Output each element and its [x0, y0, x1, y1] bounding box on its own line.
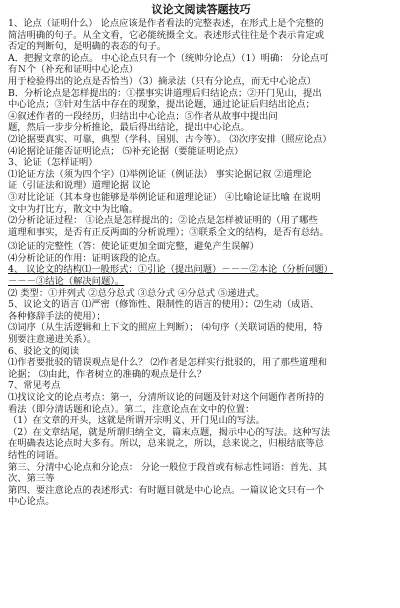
text-line: 道理和事实，是否有正反两面的分析说理）；③联系全文的结构，是否有总结。	[8, 226, 329, 238]
text-line: ③对比论证（其本身也能够是举例论证和道理论证） ④比喻论证比喻 在说明	[8, 191, 321, 203]
text-line: （1）在文章的开头，这就是所谓开宗明义、开门见山的写法。	[8, 415, 265, 427]
text-line: ⑶词序（从生活逻辑和上下文的照应上判断）； ⑷句序（关联词语的使用，特	[8, 322, 323, 334]
text-line: 次、第三等	[8, 473, 55, 485]
text-line: ⑴论证方法（须为四个字）⑴举例论证（例证法） 事实论据记叙 ②道理论	[8, 168, 312, 180]
text-line: 证（引证法和说理）道理论据 议论	[8, 180, 151, 192]
text-line: 中心论点。	[8, 496, 55, 508]
text-line: 简洁明确的句子。从全文看，它必能统摄全文。表述形式往往是个表示肯定或	[8, 29, 325, 41]
text-line: 文中为打比方，散文中为比喻。	[8, 203, 139, 215]
text-line: 题，然后一步步分析推论，最后得出结论，提出中心论点。	[8, 122, 250, 134]
text-line: 1、论点（证明什么） 论点应该是作者看法的完整表述，在形式上是个完整的	[8, 18, 324, 29]
text-line: 3、论证（怎样证明）	[8, 157, 98, 169]
text-line: ④叙述作者的一段经历，归结出中心论点；⑤作者从故事中提出问	[8, 110, 278, 122]
text-line: 6、驳论文的阅读	[8, 345, 79, 357]
text-line: 否定的判断句，是明确的表态的句子。	[8, 41, 167, 53]
text-line: （2）在文章结尾，就是所谓归纳全文，篇末点题，揭示中心的写法。这种写法	[8, 426, 331, 438]
text-line: 4、 议论文的结构⑴一般形式：①引论（提出问题）－－－②本论（分析问题）	[8, 264, 333, 276]
text-line: ⑴作者要批驳的错误观点是什么？ ⑵作者是怎样实行批驳的，用了那些道理和	[8, 357, 328, 369]
text-line: ⑷论据论证能否证明论点； ⑸补充论据（要能证明论点）	[8, 145, 244, 157]
text-line: 中心论点；③针对生活中存在的现象，提出论题，通过论证后归结出论点；	[8, 99, 315, 111]
text-line: 看法（即分清话题和论点）。第二，注意论点在文中的位置：	[8, 403, 255, 415]
text-line: ⑵论据要真实、可靠，典型（学科、国别、古今等）。 ⑶次序安排（照应论点）	[8, 133, 332, 145]
text-line: 7、常见考点	[8, 380, 61, 392]
text-line: ⑶论证的完整性（答：使论证更加全面完整，避免产生误解）	[8, 241, 260, 253]
text-line: ⑵ 类型：①并列式 ②总分总式 ③总分式 ④分总式 ⑤递进式。	[8, 287, 265, 299]
text-line: 在明确表达论点时大多有。所以，总来说之，所以，总来说之，归根结底等总	[8, 438, 325, 450]
text-line: ⑴找议论文的论点考点：第一，分清所议论的问题及针对这个问题作者所持的	[8, 392, 325, 403]
text-line: 5、议论文的语言 ⑴严密（修饰性、限制性的语言的使用）；⑵生动（成语、	[8, 299, 320, 311]
text-line: B．分析论点是怎样提出的：①摆事实讲道理后归结论点；②开门见山，提出	[8, 87, 322, 99]
text-line: 别要注意递进关系）。	[8, 334, 97, 346]
text-line: 各种修辞手法的使用）；	[8, 310, 106, 322]
text-line: 结性的词语。	[8, 449, 64, 461]
text-line: A．把握文章的论点。 中心论点只有一个（统帅分论点）（1）明确： 分论点可	[8, 52, 329, 64]
text-line: 第四、要注意论点的表述形式：有时题目就是中心论点。一篇议论文只有一个	[8, 484, 325, 496]
text-line: 论据； ⑶由此，作者树立的准确的观点是什么？	[8, 368, 207, 380]
text-line: 用于检验得出的论点是否恰当）（3）摘录法（只有分论点，而无中心论点）	[8, 75, 317, 87]
text-line: ⑷分析论证的作用：证明该段的论点。	[8, 252, 167, 264]
text-line: ⑵分析论证过程： ①论点是怎样提出的；②论点是怎样被证明的（用了哪些	[8, 215, 318, 227]
page-title: 议论文阅读答题技巧	[151, 3, 251, 16]
text-line: 第三、分清中心论点和分论点： 分论一般位于段首或有标志性词语：首先、其	[8, 461, 328, 473]
text-line: 有Ｎ个（补充和证明中心论点）	[8, 64, 139, 76]
text-line: －－－③结论（解决问题）。	[8, 276, 125, 288]
